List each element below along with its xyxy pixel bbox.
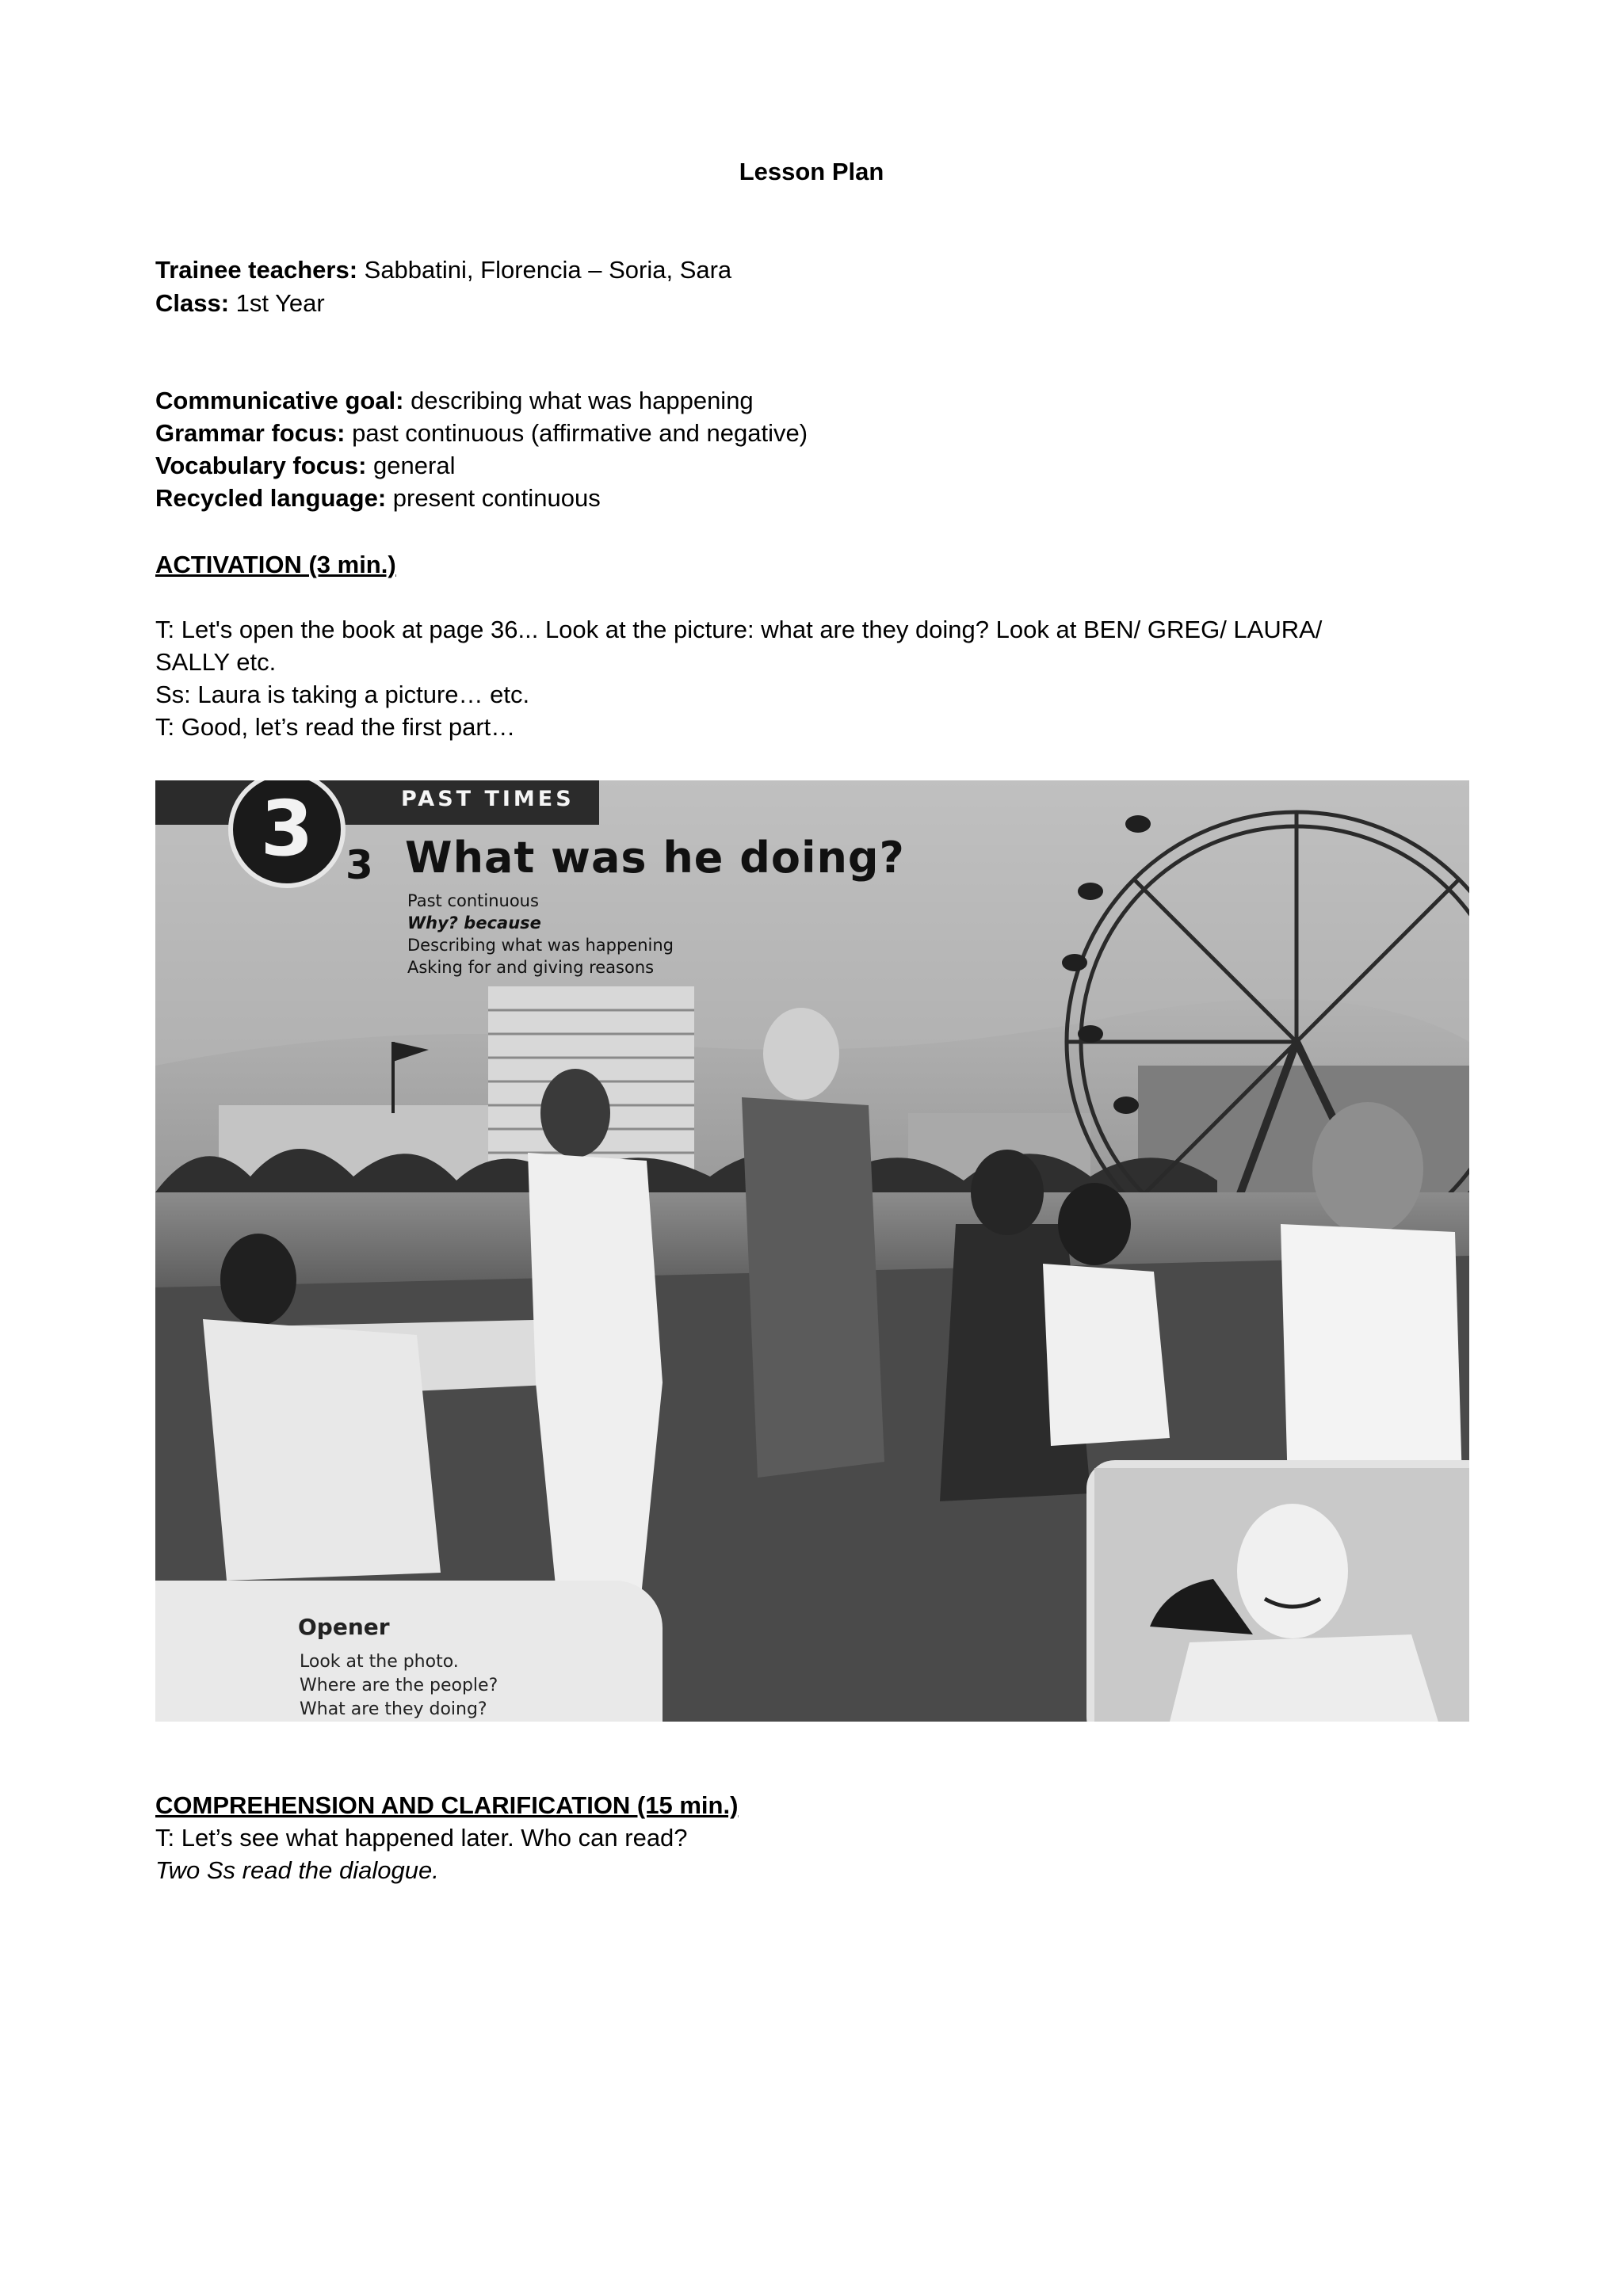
textbook-photo bbox=[155, 780, 1469, 1722]
page-title: Lesson Plan bbox=[739, 158, 884, 185]
unit-banner: PAST TIMES bbox=[401, 787, 575, 811]
goal-line bbox=[155, 384, 754, 417]
inset-photo bbox=[1086, 1460, 1469, 1722]
recycled-label: Recycled language: bbox=[155, 484, 387, 512]
recycled-line bbox=[155, 482, 601, 514]
vocabulary-label: Vocabulary focus: bbox=[155, 452, 367, 479]
class-label: Class: bbox=[155, 289, 230, 317]
activation-heading: ACTIVATION (3 min.) bbox=[155, 551, 396, 578]
class-line bbox=[155, 287, 325, 319]
inset-scene bbox=[1094, 1468, 1469, 1722]
activation-line-1: T: Let's open the book at page 36... Look at the picture: what are they doing? Look at BEN/ GREG/ LAURA/ bbox=[155, 616, 1323, 643]
vocabulary-value: general bbox=[366, 452, 456, 479]
objective-4: Asking for and giving reasons bbox=[407, 958, 655, 977]
opener-line-3: What are they doing? bbox=[300, 1699, 487, 1719]
activation-line-3: Ss: Laura is taking a picture… etc. bbox=[155, 681, 530, 708]
comprehension-note: Two Ss read the dialogue. bbox=[155, 1856, 439, 1884]
vocabulary-line bbox=[155, 449, 455, 482]
grammar-label: Grammar focus: bbox=[155, 419, 346, 447]
unit-badge bbox=[228, 780, 346, 888]
recycled-value: present continuous bbox=[386, 484, 601, 512]
lesson-title: What was he doing? bbox=[405, 833, 905, 883]
lesson-number: 3 bbox=[346, 842, 373, 888]
goal-value: describing what was happening bbox=[403, 387, 754, 414]
comprehension-line: T: Let’s see what happened later. Who can read? bbox=[155, 1824, 688, 1852]
goal-label: Communicative goal: bbox=[155, 387, 404, 414]
objective-2: Why? because bbox=[407, 913, 541, 933]
comprehension-heading: COMPREHENSION AND CLARIFICATION (15 min.) bbox=[155, 1791, 739, 1819]
grammar-line bbox=[155, 417, 808, 449]
objective-1: Past continuous bbox=[407, 891, 539, 910]
class-value: 1st Year bbox=[229, 289, 325, 317]
opener-title: Opener bbox=[298, 1614, 390, 1640]
activation-line-2: SALLY etc. bbox=[155, 648, 277, 676]
unit-number: 3 bbox=[260, 784, 314, 873]
trainee-value: Sabbatini, Florencia – Soria, Sara bbox=[357, 256, 732, 284]
trainee-line bbox=[155, 254, 731, 286]
activation-line-4: T: Good, let’s read the first part… bbox=[155, 713, 516, 741]
objective-3: Describing what was happening bbox=[407, 936, 674, 955]
opener-line-1: Look at the photo. bbox=[300, 1652, 459, 1672]
opener-line-2: Where are the people? bbox=[300, 1676, 498, 1695]
trainee-label: Trainee teachers: bbox=[155, 256, 358, 284]
grammar-value: past continuous (affirmative and negative) bbox=[345, 419, 808, 447]
